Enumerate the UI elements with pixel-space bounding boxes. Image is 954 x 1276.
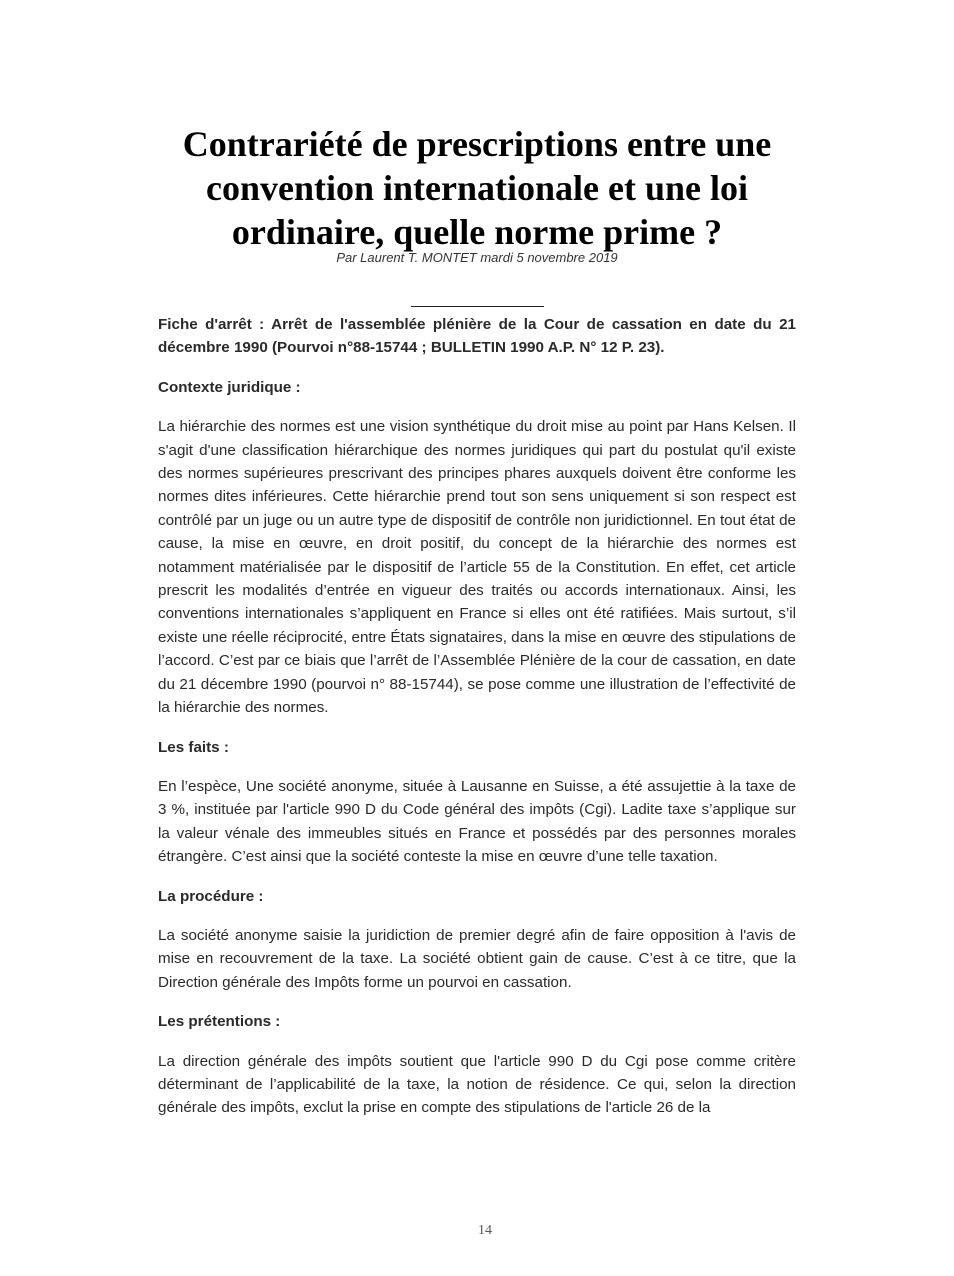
title-line-1: Contrariété de prescriptions entre une [182, 124, 772, 164]
section-paragraph-contexte: La hiérarchie des normes est une vision synthétique du droit mise au point par Hans Kelsen. Il s'agit d'une classification hiérarchique des normes juridiques qui part du postulat qu'il existe des normes supérieures prescrivant des principes phares auxquels doivent être conforme les normes dites inférieures. Cette hiérarchie prend tout son sens uniquement si son respect est contrôlé par un juge ou un autre type de dispositif de contrôle non juridictionnel. En tout état de cause, la mise en œuvre, en droit positif, du concept de la hiérarchie des normes est notamment matérialisée par le dispositif de l’article 55 de la Constitution. En effet, cet article prescrit les modalités d’entrée en vigueur des traités ou accords internationaux. Ainsi, les conventions internationales s’appliquent en France si elles ont été ratifiées. Mais surtout, s’il existe une réelle réciprocité, entre États signataires, dans la mise en œuvre des stipulations de l’accord. C’est par ce biais que l’arrêt de l’Assemblée Plénière de la cour de cassation, en date du 21 décembre 1990 (pourvoi n° 88-15744), se pose comme une illustration de l’effectivité de la hiérarchie des normes. [158, 418, 796, 717]
section-paragraph-pretentions: La direction générale des impôts soutient que l'article 990 D du Cgi pose comme critère déterminant de l’applicabilité de la taxe, la notion de résidence. Ce qui, selon la direction générale des impôts, exclut la prise en compte des stipulations de l'article 26 de la [158, 1052, 796, 1117]
section-heading-faits: Les faits : [158, 738, 229, 756]
title-line-3: ordinaire, quelle norme prime ? [231, 212, 723, 252]
section-heading-contexte: Contexte juridique : [158, 378, 301, 396]
section-paragraph-faits: En l’espèce, Une société anonyme, située à Lausanne en Suisse, a été assujettie à la taxe de 3 %, instituée par l'article 990 D du Code général des impôts (Cgi). Ladite taxe s’applique sur la valeur vénale des immeubles situés en France et possédés par des personnes morales étrangère. C’est ainsi que la société conteste la mise en œuvre d’une telle taxation. [158, 777, 796, 866]
fiche-arret: Fiche d'arrêt : Arrêt de l'assemblée plénière de la Cour de cassation en date du 21 décembre 1990 (Pourvoi n°88-15744 ; BULLETIN 1990 A.P. N° 12 P. 23). [158, 316, 796, 357]
document-body [158, 313, 796, 1136]
section-heading-pretentions: Les prétentions : [158, 1013, 281, 1031]
page-number: 14 [478, 1223, 492, 1238]
byline: Par Laurent T. MONTET mardi 5 novembre 2019 [336, 250, 618, 265]
separator-rule [411, 306, 544, 307]
document-title [120, 122, 834, 254]
section-paragraph-procedure: La société anonyme saisie la juridiction de premier degré afin de faire opposition à l'avis de mise en recouvrement de la taxe. La société obtient gain de cause. C’est à ce titre, que la Direction générale des Impôts forme un pourvoi en cassation. [158, 926, 796, 991]
section-heading-procedure: La procédure : [158, 887, 264, 905]
title-line-2: convention internationale et une loi [206, 168, 748, 208]
